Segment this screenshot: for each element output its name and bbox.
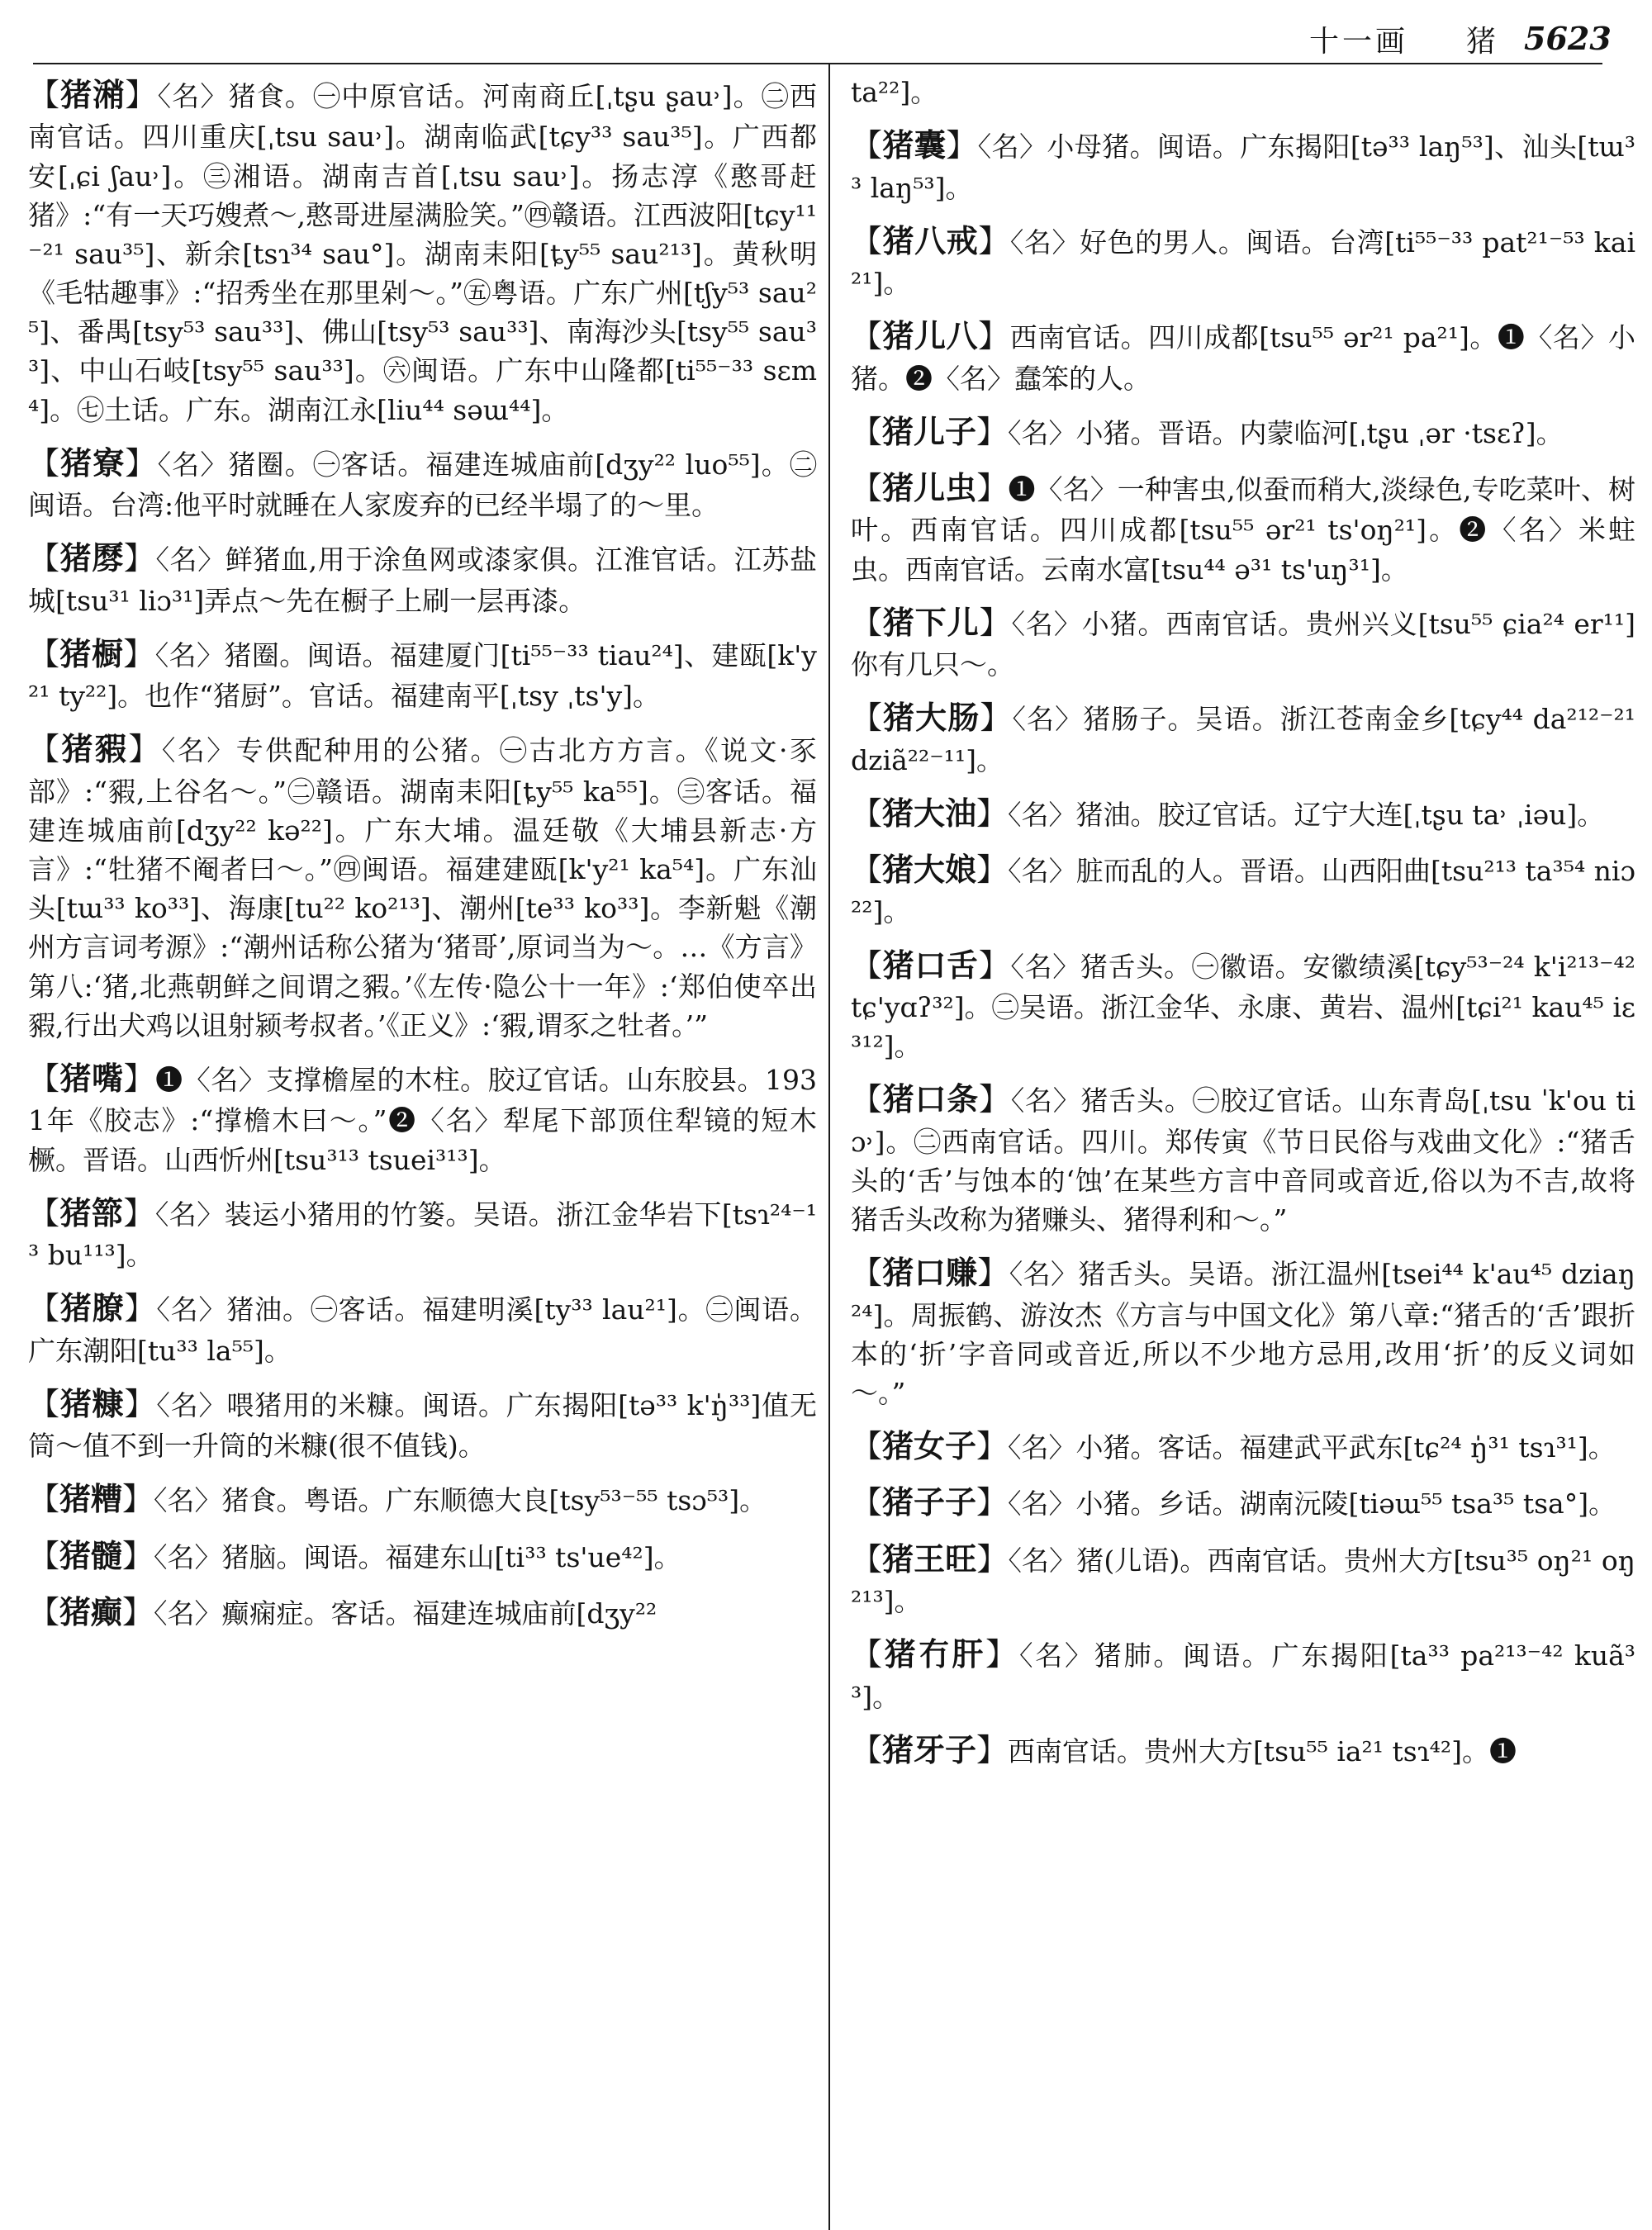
entry-definition: 〈名〉装运小猪用的竹篓。吴语。浙江金华岩下[tsɿ²⁴⁻¹³ bu¹¹³]。 bbox=[28, 1198, 817, 1272]
headword-bracket-close: 】 bbox=[976, 852, 1009, 889]
entry-headword: 猪膫 bbox=[59, 1290, 125, 1327]
headword-bracket-open: 【 bbox=[851, 1636, 885, 1673]
headword-bracket-close: 】 bbox=[978, 318, 1010, 355]
entry-headword: 猪𠪺 bbox=[59, 540, 124, 577]
dictionary-entry bbox=[28, 1056, 817, 1179]
dictionary-entry bbox=[851, 123, 1635, 207]
dictionary-entry bbox=[28, 1286, 817, 1370]
entry-definition: 〈名〉猪油。胶辽官话。辽宁大连[ˌtʂu ta˒ ˌiəu]。 bbox=[1008, 798, 1605, 831]
headword-bracket-close: 】 bbox=[123, 635, 155, 672]
entry-headword: 猪女子 bbox=[882, 1428, 977, 1465]
dictionary-entry bbox=[28, 441, 817, 525]
headword-bracket-close: 】 bbox=[976, 1428, 1009, 1465]
entry-headword: 猪髓 bbox=[59, 1537, 123, 1574]
headword-bracket-close: 】 bbox=[976, 795, 1009, 832]
page-number: 5623 bbox=[1524, 20, 1612, 57]
headword-bracket-close: 】 bbox=[976, 1484, 1009, 1521]
dictionary-entry bbox=[28, 632, 817, 716]
right-column bbox=[851, 73, 1635, 2220]
headword-bracket-close: 】 bbox=[978, 222, 1010, 259]
entry-definition: ta²²]。 bbox=[851, 76, 938, 108]
headword-bracket-close: 】 bbox=[124, 1385, 157, 1422]
dictionary-entry bbox=[851, 1537, 1635, 1621]
entry-definition: 〈名〉喂猪用的米糠。闽语。广东揭阳[tə³³ k'ŋ̍³³]值无筒～值不到一升筒的米糠(很不值钱)。 bbox=[28, 1388, 817, 1463]
entry-headword: 猪潲 bbox=[60, 77, 126, 113]
headword-bracket-open: 【 bbox=[28, 1290, 60, 1327]
headword-bracket-open: 【 bbox=[851, 1484, 883, 1521]
headword-bracket-open: 【 bbox=[851, 700, 884, 737]
entry-headword: 猪囊 bbox=[882, 127, 947, 164]
dictionary-entry bbox=[28, 536, 817, 620]
headword-bracket-open: 【 bbox=[851, 222, 883, 259]
headword-bracket-close: 】 bbox=[979, 1081, 1011, 1118]
dictionary-entry bbox=[851, 1728, 1635, 1772]
dictionary-entry bbox=[851, 314, 1635, 398]
dictionary-entry bbox=[851, 73, 1635, 112]
entry-headword: 猪王旺 bbox=[882, 1540, 977, 1578]
headword-bracket-close: 】 bbox=[124, 1290, 157, 1327]
headword-bracket-open: 【 bbox=[851, 127, 883, 164]
entry-headword: 猪糠 bbox=[59, 1385, 125, 1422]
headword-bracket-open: 【 bbox=[851, 318, 883, 355]
dictionary-entry bbox=[851, 943, 1635, 1066]
headword-bracket-open: 【 bbox=[28, 1194, 60, 1231]
headword-bracket-open: 【 bbox=[28, 1060, 60, 1098]
dictionary-entry bbox=[851, 791, 1635, 836]
dictionary-entry bbox=[28, 1534, 817, 1578]
entry-definition: 〈名〉猪(儿语)。西南官话。贵州大方[tsu³⁵ oŋ²¹ oŋ²¹³]。 bbox=[851, 1544, 1635, 1618]
entry-headword: 猪嘴 bbox=[59, 1060, 124, 1098]
entry-headword: 猪寮 bbox=[60, 444, 126, 482]
entry-definition: 〈名〉猪肺。闽语。广东揭阳[ta³³ pa²¹³⁻⁴² kuã³³]。 bbox=[851, 1639, 1635, 1713]
dictionary-entry bbox=[851, 1480, 1635, 1525]
entry-headword: 猪子子 bbox=[882, 1484, 977, 1521]
headword-bracket-open: 【 bbox=[851, 604, 883, 641]
dictionary-entry bbox=[28, 1590, 817, 1635]
dictionary-entry bbox=[851, 600, 1635, 685]
headword-bracket-close: 】 bbox=[123, 1060, 156, 1098]
entry-definition: 〈名〉猪食。粤语。广东顺德大良[tsy⁵³⁻⁵⁵ tsɔ⁵³]。 bbox=[154, 1484, 767, 1517]
entry-definition: 〈名〉专供配种用的公猪。㊀古北方方言。《说文·豕部》:“豭,上谷名～。”㊁赣语。湖南耒阳[ȶy⁵⁵ ka⁵⁵]。㊂客话。福建连城庙前[dʒy²² kə²²]。广东大埔。温廷敬《大埔县新志·方言》:“牡猪不阉者曰～。”㊃闽语。福建建瓯[k'y²¹ ka⁵⁴]。广东汕头[tɯ³³ ko³³]、海康[tu²² ko²¹³]、潮州[te³³ ko³³]。李新魁《潮州方言词考源》:“潮州话称公猪为‘猪哥’,原词当为～。…《方言》第八:‘猪,北燕朝鲜之间谓之豭。’《左传·隐公十一年》:‘郑伯使卒出豭,行出犬鸡以诅射颍考叔者。’《正义》:‘豭,谓豕之牡者。’” bbox=[28, 734, 817, 1041]
headword-bracket-close: 】 bbox=[977, 1255, 1009, 1292]
entry-definition: 〈名〉小猪。客话。福建武平武东[tɕ²⁴ ŋ̍³¹ tsɿ³¹]。 bbox=[1008, 1431, 1616, 1464]
entry-definition: 〈名〉小猪。西南官话。贵州兴义[tsu⁵⁵ ɕia²⁴ er¹¹]你有几只～。 bbox=[851, 607, 1635, 681]
entry-headword: 猪口舌 bbox=[882, 947, 979, 984]
headword-bracket-close: 】 bbox=[122, 1537, 154, 1574]
entry-definition: 〈名〉鲜猪血,用于涂鱼网或漆家俱。江淮官话。江苏盐城[tsu³¹ liɔ³¹]弄点～先在橱子上刷一层再漆。 bbox=[28, 543, 817, 617]
headword-bracket-close: 】 bbox=[976, 1540, 1009, 1578]
headword-bracket-open: 【 bbox=[28, 77, 61, 113]
headword-bracket-close: 】 bbox=[985, 1636, 1019, 1673]
entry-headword: 猪牙子 bbox=[882, 1731, 977, 1768]
headword-bracket-open: 【 bbox=[851, 852, 883, 889]
headword-bracket-close: 】 bbox=[979, 604, 1012, 641]
dictionary-entry bbox=[851, 410, 1635, 454]
headword-bracket-open: 【 bbox=[851, 1540, 883, 1578]
headword-bracket-open: 【 bbox=[28, 635, 60, 672]
entry-definition: 〈名〉脏而乱的人。晋语。山西阳曲[tsu²¹³ ta³⁵⁴ niɔ²²]。 bbox=[851, 855, 1635, 928]
headword-bracket-close: 】 bbox=[976, 470, 1009, 507]
headword-bracket-open: 【 bbox=[851, 413, 883, 450]
headword-bracket-close: 】 bbox=[976, 1731, 1009, 1768]
headword-bracket-close: 】 bbox=[125, 77, 158, 113]
entry-headword: 猪口赚 bbox=[882, 1255, 978, 1292]
dictionary-entry bbox=[28, 727, 817, 1045]
headword-bracket-close: 】 bbox=[123, 540, 156, 577]
entry-definition: 〈名〉猪舌头。㊀胶辽官话。山东青岛[ˌtsu ˈk'ou tiɔ˒]。㊁西南官话。四川。郑传寅《节日民俗与戏曲文化》:“猪舌头的‘舌’与蚀本的‘蚀’在某些方言中音同或音近,俗以为不吉,故将猪舌头改称为猪赚头、猪得利和～。” bbox=[851, 1084, 1635, 1236]
headword-bracket-open: 【 bbox=[851, 1081, 883, 1118]
headword-bracket-close: 】 bbox=[122, 1481, 154, 1518]
entry-headword: 猪篰 bbox=[59, 1194, 124, 1231]
headword-bracket-open: 【 bbox=[851, 795, 883, 832]
entry-headword: 猪口条 bbox=[882, 1081, 980, 1118]
headword-bracket-open: 【 bbox=[28, 1537, 60, 1574]
headword-bracket-close: 】 bbox=[978, 947, 1011, 984]
page-header bbox=[0, 0, 1652, 66]
dictionary-entry bbox=[851, 1632, 1635, 1716]
headword-bracket-open: 【 bbox=[851, 1255, 883, 1292]
entry-definition: 〈名〉小猪。晋语。内蒙临河[ˌtʂu ˌər ·tsɛʔ]。 bbox=[1008, 416, 1564, 449]
dictionary-entry bbox=[28, 1477, 817, 1521]
dictionary-entry bbox=[851, 1250, 1635, 1412]
entry-definition: 〈名〉猪脑。闽语。福建东山[ti³³ ts'ue⁴²]。 bbox=[154, 1540, 681, 1573]
headword-bracket-open: 【 bbox=[28, 1385, 60, 1422]
headword-bracket-close: 】 bbox=[976, 413, 1009, 450]
entry-definition: ❶〈名〉一种害虫,似蚕而稍大,淡绿色,专吃菜叶、树叶。西南官话。四川成都[tsu⁵⁵ ər²¹ ts'oŋ²¹]。❷〈名〉米蛀虫。西南官话。云南水富[tsu⁴⁴ ə³¹ ts'uŋ³¹]。 bbox=[851, 473, 1635, 586]
dictionary-entry bbox=[851, 695, 1635, 780]
headword-bracket-close: 】 bbox=[122, 1593, 154, 1630]
entry-headword: 猪儿子 bbox=[882, 413, 977, 450]
entry-definition: 〈名〉小猪。乡话。湖南沅陵[tiəɯ⁵⁵ tsa³⁵ tsa°]。 bbox=[1008, 1487, 1616, 1521]
headword-bracket-open: 【 bbox=[28, 540, 60, 577]
entry-definition: 〈名〉癫痫症。客话。福建连城庙前[dʒy²² bbox=[154, 1597, 657, 1630]
dictionary-entry bbox=[851, 847, 1635, 932]
headword-bracket-open: 【 bbox=[28, 1481, 60, 1518]
headword-bracket-close: 】 bbox=[128, 731, 162, 768]
entry-definition: 〈名〉好色的男人。闽语。台湾[ti⁵⁵⁻³³ pat²¹⁻⁵³ kai²¹]。 bbox=[851, 225, 1635, 300]
header-character: 猪 bbox=[1466, 25, 1497, 59]
entry-headword: 猪癫 bbox=[59, 1593, 123, 1630]
headword-bracket-close: 】 bbox=[123, 1194, 155, 1231]
headword-bracket-open: 【 bbox=[851, 470, 883, 507]
headword-bracket-open: 【 bbox=[851, 947, 883, 984]
headword-bracket-open: 【 bbox=[28, 731, 62, 768]
dictionary-entry bbox=[851, 1077, 1635, 1239]
entry-headword: 猪大肠 bbox=[883, 700, 980, 737]
entry-definition: 〈名〉猪圈。㊀客话。福建连城庙前[dʒy²² luo⁵⁵]。㊁闽语。台湾:他平时就睡在人家废弃的已经半塌了的～里。 bbox=[28, 448, 817, 522]
dictionary-entry bbox=[851, 1424, 1635, 1468]
dictionary-entry bbox=[28, 73, 817, 429]
section-label: 十一画 bbox=[1309, 25, 1409, 59]
entry-headword: 猪大油 bbox=[882, 795, 977, 832]
headword-bracket-open: 【 bbox=[851, 1731, 883, 1768]
entry-headword: 猪豭 bbox=[61, 731, 129, 768]
entry-definition: 〈名〉猪圈。闽语。福建厦门[ti⁵⁵⁻³³ tiau²⁴]、建瓯[k'y²¹ ty²²]。也作“猪厨”。官话。福建南平[ˌtsy ˌts'y]。 bbox=[28, 638, 817, 713]
left-column bbox=[28, 73, 817, 2220]
entry-headword: 猪糟 bbox=[59, 1481, 123, 1518]
entry-definition: 〈名〉猪舌头。㊀徽语。安徽绩溪[tɕy⁵³⁻²⁴ k'i²¹³⁻⁴² tɕ'yɑʔ³²]。㊁吴语。浙江金华、永康、黄岩、温州[tɕi²¹ kau⁴⁵ iɛ³¹²]。 bbox=[851, 950, 1635, 1063]
entry-headword: 猪冇肝 bbox=[884, 1636, 986, 1673]
header-rule bbox=[33, 63, 1602, 64]
entry-definition: 〈名〉小母猪。闽语。广东揭阳[tə³³ laŋ⁵³]、汕头[tɯ³³ laŋ⁵³]。 bbox=[851, 130, 1635, 204]
headword-bracket-close: 】 bbox=[946, 127, 978, 164]
entry-headword: 猪八戒 bbox=[882, 222, 979, 259]
entry-headword: 猪下儿 bbox=[882, 604, 980, 641]
entry-definition: 西南官话。贵州大方[tsu⁵⁵ ia²¹ tsɿ⁴²]。❶ bbox=[1008, 1734, 1517, 1767]
entry-definition: 〈名〉猪舌头。吴语。浙江温州[tsei⁴⁴ k'au⁴⁵ dziaŋ²⁴]。周振鹤、游汝杰《方言与中国文化》第八章:“猪舌的‘舌’跟折本的‘折’字音同或音近,所以不少地方忌用,改用‘折’的反义词如～。” bbox=[851, 1258, 1635, 1409]
headword-bracket-open: 【 bbox=[28, 444, 61, 482]
headword-bracket-close: 】 bbox=[980, 700, 1013, 737]
entry-definition: ❶〈名〉支撑檐屋的木柱。胶辽官话。山东胶县。1931年《胶志》:“撑檐木曰～。”❷〈名〉犁尾下部顶住犁镜的短木橛。晋语。山西忻州[tsu³¹³ tsuei³¹³]。 bbox=[28, 1064, 817, 1176]
headword-bracket-open: 【 bbox=[28, 1593, 60, 1630]
column-divider bbox=[828, 64, 830, 2230]
entry-headword: 猪儿八 bbox=[882, 318, 979, 355]
entry-definition: 〈名〉猪食。㊀中原官话。河南商丘[ˌtʂu ʂau˒]。㊁西南官话。四川重庆[ˌtsu sau˒]。湖南临武[tɕy³³ sau³⁵]。广西都安[ˌɕi ʃau˒]。㊂湘语。湖南吉首[ˌtsu sau˒]。扬志淳《憨哥赶猪》:“有一天巧嫂煮～,憨哥进屋满脸笑。”㊃赣语。江西波阳[tɕy¹¹⁻²¹ sau³⁵]、新余[tsɿ³⁴ sau°]。湖南耒阳[ȶy⁵⁵ sau²¹³]。黄秋明《毛牯趣事》:“招秀坐在那里剁～。”㊄粤语。广东广州[tʃy⁵³ sau²⁵]、番禺[tsy⁵³ sau³³]、佛山[tsy⁵³ sau³³]、南海沙头[tsy⁵⁵ sau³³]、中山石岐[tsy⁵⁵ sau³³]。㊅闽语。广东中山隆都[ti⁵⁵⁻³³ sɛm⁴]。㊆土话。广东。湖南江永[liu⁴⁴ səɯ⁴⁴]。 bbox=[28, 80, 817, 426]
headword-bracket-open: 【 bbox=[851, 1428, 883, 1465]
dictionary-entry bbox=[851, 466, 1635, 589]
dictionary-entry bbox=[28, 1191, 817, 1275]
entry-headword: 猪大娘 bbox=[882, 852, 977, 889]
entry-headword: 猪橱 bbox=[59, 635, 124, 672]
dictionary-entry bbox=[28, 1382, 817, 1466]
entry-definition: 〈名〉猪油。㊀客话。福建明溪[ty³³ lau²¹]。㊁闽语。广东潮阳[tu³³ la⁵⁵]。 bbox=[28, 1293, 817, 1367]
headword-bracket-close: 】 bbox=[125, 444, 158, 482]
entry-headword: 猪儿虫 bbox=[882, 470, 977, 507]
entry-definition: 〈名〉猪肠子。吴语。浙江苍南金乡[tɕy⁴⁴ da²¹²⁻²¹ dziã²²⁻¹¹]。 bbox=[851, 703, 1635, 776]
dictionary-entry bbox=[851, 219, 1635, 303]
entry-definition: 西南官话。四川成都[tsu⁵⁵ ər²¹ pa²¹]。❶〈名〉小猪。❷〈名〉蠢笨的人。 bbox=[851, 321, 1635, 395]
